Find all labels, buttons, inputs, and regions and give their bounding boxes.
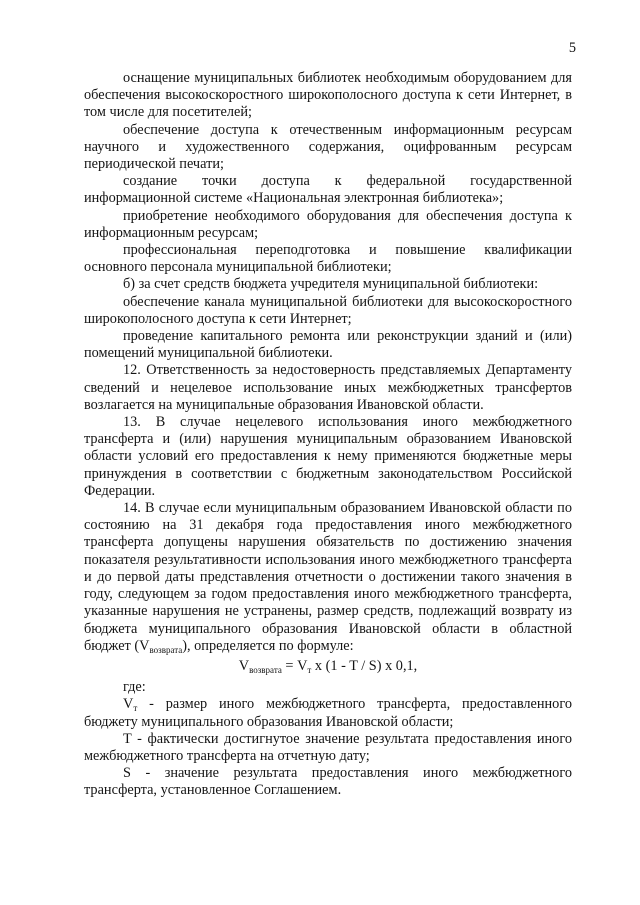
document-body	[84, 70, 572, 800]
where-label: где:	[123, 679, 146, 696]
paragraph: создание точки доступа к федеральной государственной информационной системе «Национальная электронная библиотека»;	[84, 173, 572, 207]
definition-text: - фактически достигнутое значение результата предоставления иного межбюджетного трансферта на отчетную дату;	[84, 730, 572, 764]
paragraph: обеспечение канала муниципальной библиотеки для высокоскоростного широкополосного доступа к сети Интернет;	[84, 293, 572, 327]
p14-text-after: ), определяется по формуле:	[182, 637, 354, 654]
formula-rest: x (1 - T / S) x 0,1,	[311, 657, 418, 674]
formula	[84, 658, 572, 675]
definition-vt	[84, 696, 572, 730]
p14-text-before: 14. В случае если муниципальным образованием Ивановской области по состоянию на 31 декабря года предоставления иного межбюджетного трансферта допущены нарушения обязательств по достижению значения показателя результативности использования иного межбюджетного трансферта и до первой даты представления отчетности о достижении такого значения в году, следующем за годом предоставления иного межбюджетного трансферта, указанные нарушения не устранены, размер средств, подлежащий возврату из бюджета муниципального образования Ивановской области в областной бюджет (V	[84, 500, 572, 654]
definition-subscript: т	[133, 703, 138, 714]
definition-symbol: V	[123, 696, 134, 713]
paragraph: б) за счет средств бюджета учредителя муниципальной библиотеки:	[123, 276, 539, 293]
p14-subscript: возврата	[149, 644, 183, 655]
definition-text: - значение результата предоставления иного межбюджетного трансферта, установленное Соглашением.	[84, 765, 572, 799]
definition-symbol: T	[123, 730, 132, 747]
paragraph: проведение капитального ремонта или реконструкции зданий и (или) помещений муниципальной библиотеки.	[84, 328, 572, 362]
definition-symbol: S	[123, 765, 131, 782]
definition-text: - размер иного межбюджетного трансферта, предоставленного бюджету муниципального образования Ивановской области;	[84, 696, 572, 730]
paragraph-item-14	[84, 500, 572, 655]
definition-t	[84, 731, 572, 765]
formula-eq-subscript: т	[307, 664, 312, 675]
definition-s	[84, 765, 572, 799]
paragraph: приобретение необходимого оборудования для обеспечения доступа к информационным ресурсам;	[84, 207, 572, 241]
formula-lhs-subscript: возврата	[249, 664, 282, 675]
paragraph-item-13: 13. В случае нецелевого использования иного межбюджетного трансферта и (или) нарушения муниципальным образованием Ивановской области условий его предоставления к нему применяются бюджетные меры принуждения в соответствии с бюджетным законодательством Российской Федерации.	[84, 414, 572, 499]
page-number: 5	[568, 40, 576, 56]
formula-lhs: V	[238, 657, 250, 674]
formula-eq: = V	[281, 657, 308, 674]
paragraph: оснащение муниципальных библиотек необходимым оборудованием для обеспечения высокоскоростного широкополосного доступа к сети Интернет, в том числе для посетителей;	[84, 70, 572, 121]
paragraph-item-12: 12. Ответственность за недостоверность представляемых Департаменту сведений и нецелевое использование иных межбюджетных трансфертов возлагается на муниципальные образования Ивановской области.	[84, 362, 572, 413]
paragraph: обеспечение доступа к отечественным информационным ресурсам научного и художественного содержания, оцифрованным ресурсам периодической печати;	[84, 121, 572, 173]
paragraph: профессиональная переподготовка и повышение квалификации основного персонала муниципальной библиотеки;	[84, 242, 572, 276]
